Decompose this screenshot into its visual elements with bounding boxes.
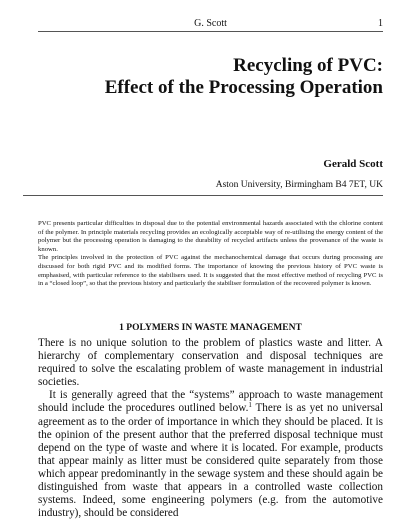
body-paragraph-2-rest: There is as yet no universal agreement as to the order of importance in which they should be placed. It is the opinion of the present author that the preferred disposal technique must depend on the type of waste and where it is located. For example, products that appear mainly as litter must be considered quite separately from those which appear predominantly in the sewage system and these should again be distinguished from waste that appears in a controlled waste collection systems. Indeed, some engineering polymers (e.g. from the automotive industry), should be considered	[38, 402, 384, 520]
author-affiliation: Aston University, Birmingham B4 7ET, UK	[23, 180, 383, 196]
author-name: Gerald Scott	[323, 158, 383, 170]
running-head-author: G. Scott	[194, 18, 227, 29]
running-head	[38, 18, 383, 32]
title-line-2: Effect of the Processing Operation	[104, 77, 383, 98]
body-paragraph-2	[38, 389, 383, 520]
body-text	[38, 337, 383, 520]
section-heading: 1 POLYMERS IN WASTE MANAGEMENT	[119, 323, 302, 333]
reference-marker[interactable]: 1	[248, 401, 252, 410]
body-paragraph-2-start: It is generally agreed that the “systems” approach to waste management should include the procedures outlined below.	[38, 389, 383, 415]
page-number: 1	[378, 18, 383, 29]
abstract-paragraph-1: PVC presents particular difficulties in disposal due to the potential environmental hazards associated with the chlorine content of the polymer. In principle materials recycling provides an ecologically acceptable way of re-utilising the energy content of the polymer but the processing operation is damaging to the durability of recycled artifacts unless the provenance of the waste is known.	[38, 220, 383, 253]
body-paragraph-1: There is no unique solution to the problem of plastics waste and litter. A hierarchy of complementary conservation and disposal techniques are required to solve the escalating problem of waste management in industrial societies.	[38, 337, 383, 389]
title-line-1: Recycling of PVC:	[233, 55, 383, 76]
abstract-paragraph-2: The principles involved in the protection of PVC against the mechanochemical damage that occurs during processing are discussed for both rigid PVC and its modified forms. The importance of knowing the previous history of PVC waste is emphasised, with particular reference to the stabilisers used. It is suggested that the most effective method of recycling PVC is in a “closed loop”, so that the previous history and particularly the stabiliser formulation of the recovered polymer is known.	[38, 254, 383, 288]
paper-title	[43, 55, 383, 99]
abstract	[38, 220, 383, 289]
